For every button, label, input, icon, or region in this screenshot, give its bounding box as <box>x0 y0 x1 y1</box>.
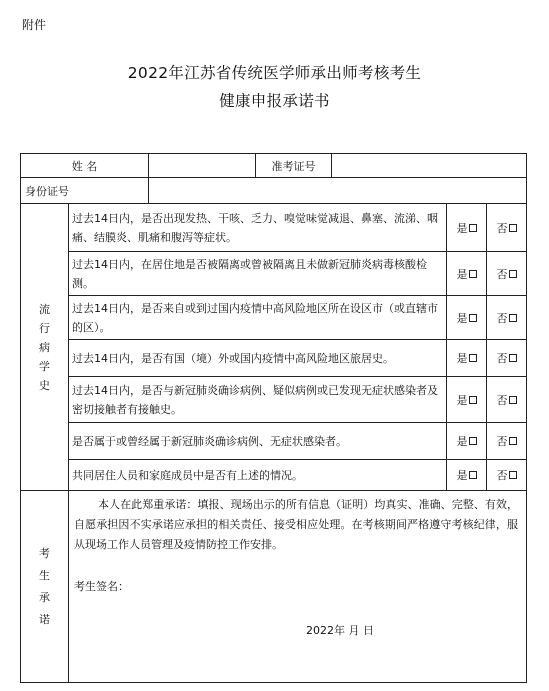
question-row <box>21 340 527 377</box>
id-number-field[interactable] <box>149 178 527 204</box>
pledge-text: 本人在此郑重承诺：填报、现场出示的所有信息（证明）均真实、准确、完整、有效，自愿承担因不实承诺应承担的相关责任、接受相应处理。在考核期间严格遵守考核纪律，服从现场工作人员管理及疫情防控工作安排。 <box>74 498 518 551</box>
no-checkbox[interactable] <box>487 296 527 340</box>
pledge-label-char: 诺 <box>39 612 50 626</box>
no-checkbox[interactable] <box>487 204 527 252</box>
name-row <box>21 154 527 178</box>
question-row <box>21 460 527 491</box>
history-label-char: 史 <box>39 378 50 392</box>
history-label-char: 行 <box>39 321 50 335</box>
question-text: 过去14日内，在居住地是否被隔离或曾被隔离且未做新冠肺炎病毒核酸检测。 <box>69 252 447 296</box>
name-label: 姓 名 <box>21 154 149 178</box>
yes-label: 是 <box>456 311 468 325</box>
id-number-label: 身份证号 <box>21 178 149 204</box>
no-checkbox[interactable] <box>487 377 527 423</box>
yes-label: 是 <box>456 267 468 281</box>
checkbox-square-icon <box>469 354 477 362</box>
yes-checkbox[interactable] <box>447 204 487 252</box>
yes-checkbox[interactable] <box>447 252 487 296</box>
no-label: 否 <box>496 469 508 482</box>
question-row <box>21 296 527 340</box>
question-row <box>21 377 527 423</box>
pledge-label-char: 承 <box>39 590 50 604</box>
no-checkbox[interactable] <box>487 340 527 377</box>
no-checkbox[interactable] <box>487 460 527 491</box>
yes-label: 是 <box>456 435 468 448</box>
question-row <box>21 252 527 296</box>
checkbox-square-icon <box>469 270 477 278</box>
no-label: 否 <box>496 221 508 235</box>
yes-checkbox[interactable] <box>447 423 487 460</box>
pledge-label-char: 生 <box>39 568 50 582</box>
yes-label: 是 <box>456 352 468 365</box>
checkbox-square-icon <box>509 437 517 445</box>
question-row <box>21 423 527 460</box>
exam-number-field[interactable] <box>332 154 527 178</box>
checkbox-square-icon <box>509 471 517 479</box>
yes-label: 是 <box>456 469 468 482</box>
yes-checkbox[interactable] <box>447 460 487 491</box>
checkbox-square-icon <box>469 314 477 322</box>
candidate-pledge-label <box>21 491 69 683</box>
attachment-label: 附件 <box>22 18 47 32</box>
name-field[interactable] <box>149 154 256 178</box>
question-text: 过去14日内，是否出现发热、干咳、乏力、嗅觉味觉减退、鼻塞、流涕、咽痛、结膜炎、肌痛和腹泻等症状。 <box>69 204 447 252</box>
signature-label[interactable]: 考生签名： <box>74 580 129 593</box>
question-text: 共同居住人员和家庭成员中是否有上述的情况。 <box>69 460 447 491</box>
question-text: 是否属于或曾经属于新冠肺炎确诊病例、无症状感染者。 <box>69 423 447 460</box>
checkbox-square-icon <box>509 314 517 322</box>
yes-label: 是 <box>456 393 468 407</box>
checkbox-square-icon <box>469 471 477 479</box>
pledge-cell <box>69 491 527 683</box>
yes-checkbox[interactable] <box>447 340 487 377</box>
checkbox-square-icon <box>509 270 517 278</box>
history-label-char: 流 <box>39 302 50 316</box>
pledge-label-char: 考 <box>39 546 50 560</box>
no-label: 否 <box>496 352 508 365</box>
checkbox-square-icon <box>469 437 477 445</box>
history-label-char: 学 <box>39 359 50 373</box>
question-text: 过去14日内，是否来自或到过国内疫情中高风险地区所在设区市（或直辖市的区）。 <box>69 296 447 340</box>
exam-number-label: 准考证号 <box>256 154 332 178</box>
no-label: 否 <box>496 435 508 448</box>
history-label-char: 病 <box>39 340 50 354</box>
yes-label: 是 <box>456 221 468 235</box>
no-checkbox[interactable] <box>487 423 527 460</box>
date-line: 2022年 月 日 <box>306 624 374 637</box>
checkbox-square-icon <box>469 224 477 232</box>
form-subtitle: 健康申报承诺书 <box>219 92 330 110</box>
checkbox-square-icon <box>509 224 517 232</box>
checkbox-square-icon <box>509 354 517 362</box>
pledge-row <box>21 491 527 683</box>
yes-checkbox[interactable] <box>447 296 487 340</box>
id-row <box>21 178 527 204</box>
question-text: 过去14日内，是否有国（境）外或国内疫情中高风险地区旅居史。 <box>69 340 447 377</box>
no-checkbox[interactable] <box>487 252 527 296</box>
checkbox-square-icon <box>509 396 517 404</box>
yes-checkbox[interactable] <box>447 377 487 423</box>
no-label: 否 <box>496 311 508 325</box>
question-text: 过去14日内，是否与新冠肺炎确诊病例、疑似病例或已发现无症状感染者及密切接触者有接触史。 <box>69 377 447 423</box>
question-row <box>21 204 527 252</box>
epidemiological-history-label <box>21 204 69 491</box>
checkbox-square-icon <box>469 396 477 404</box>
no-label: 否 <box>496 267 508 281</box>
form-title: 2022年江苏省传统医学师承出师考核考生 <box>127 64 422 82</box>
health-declaration-table <box>20 153 527 683</box>
no-label: 否 <box>496 393 508 407</box>
